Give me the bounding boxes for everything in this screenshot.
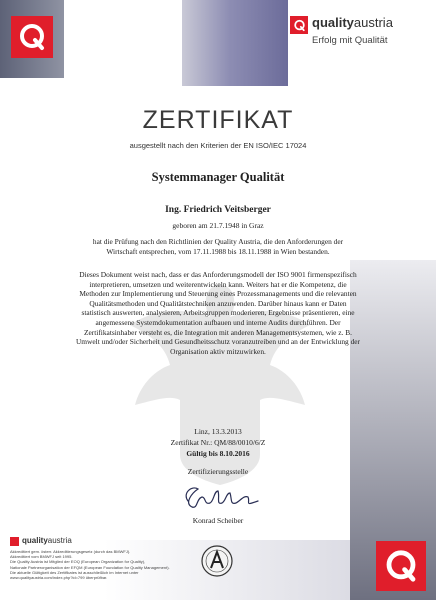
- signer-name: Konrad Scheiber: [192, 516, 244, 525]
- description-line: Zertifikatsinhaber versteht es, die Integration mit anderen Managementsystemen, wie z. B.: [83, 327, 353, 337]
- certificate-title: ZERTIFIKAT: [142, 106, 294, 134]
- certificate-number: Zertifikat Nr.: QM/88/0010/6/Z: [170, 438, 266, 447]
- description-line: Organisation aktiv mitzuwirken.: [170, 346, 266, 356]
- q-logo-icon: [11, 16, 53, 58]
- description-line: angemessene Systemdokumentation aufbauen und interne Audits durchführen. Der: [95, 317, 341, 327]
- decorative-stripe-top: [182, 0, 288, 86]
- fine-print-line: www.qualityaustria.com/index.php?id=799 überprüfbar.: [10, 575, 108, 581]
- signature-image: [174, 479, 264, 513]
- q-logo-icon: [290, 16, 308, 34]
- certificate-name: Systemmanager Qualität: [151, 170, 285, 184]
- description-line: Methoden zur Implementierung und Steuerung eines Prozessmanagements und die relevanten: [79, 289, 357, 299]
- exam-statement-line: Wirtschaft entsprechen, vom 17.11.1988 bis 18.11.1988 in Wien bestanden.: [106, 246, 330, 256]
- q-logo-icon: [10, 537, 19, 546]
- valid-until: Gültig bis 8.10.2016: [186, 449, 250, 458]
- footer-brand-rest: austria: [47, 536, 72, 545]
- brand-name-bold: quality: [312, 15, 354, 30]
- competence-description: [72, 270, 364, 356]
- fine-print-line: Akkreditiert gem. österr. Akkreditierungsgesetz (durch das BMWFJ).: [10, 549, 131, 554]
- brand-tagline: Erfolg mit Qualität: [312, 35, 388, 46]
- certificate-holder: Ing. Friedrich Veitsberger: [165, 205, 271, 215]
- place-date: Linz, 13.3.2013: [194, 427, 242, 436]
- brand-name-rest: austria: [353, 15, 393, 30]
- fine-print-line: Die Quality Austria ist Mitglied der EOQ (European Organization for Quality),: [10, 559, 146, 565]
- description-line: Umwelt und/oder Sicherheit und Gesundheitsschutz voranzutreiben und an der Entwicklung der: [75, 337, 361, 347]
- brand-header: [290, 14, 430, 54]
- footer-brand-bold: quality: [22, 536, 48, 545]
- description-line: interpretieren, umsetzen und weiterentwickeln kann. Weiters hat er die Kompetenz, die: [89, 279, 347, 289]
- description-line: Qualitätsmethoden und Qualitätstechniken anzuwenden. Darüber hinaus kann er Daten: [89, 298, 347, 308]
- accreditation-seal-icon: [200, 543, 234, 581]
- q-logo-icon: [376, 541, 426, 591]
- description-line: statistisch auswerten, analysieren, Arbeitsgruppen moderieren, Ergebnisse präsentieren, eine: [81, 308, 355, 318]
- exam-statement-line: hat die Prüfung nach den Richtlinien der Quality Austria, die den Anforderungen der: [92, 237, 344, 246]
- fine-print-line: Akkreditiert vom BMWFJ seit 1995.: [10, 554, 73, 560]
- accreditation-fine-print: [10, 549, 200, 580]
- footer-brand-name: [22, 536, 72, 545]
- fine-print-line: Die aktuelle Gültigkeit des Zertifikates ist ausschließlich im Internet unter: [10, 569, 139, 575]
- brand-name: [312, 15, 393, 30]
- certificate-subtitle: ausgestellt nach den Kriterien der EN ISO/IEC 17024: [129, 141, 307, 150]
- birth-info: geboren am 21.7.1948 in Graz: [172, 221, 264, 230]
- description-line: Dieses Dokument weist nach, dass er das Anforderungsmodell der ISO 9001 firmenspezifisch: [79, 270, 357, 279]
- exam-statement: [80, 237, 356, 256]
- certification-office: Zertifizierungsstelle: [187, 467, 249, 476]
- fine-print-line: Nationale Partnerorganisation der EFQM (European Foundation for Quality Management).: [10, 564, 170, 570]
